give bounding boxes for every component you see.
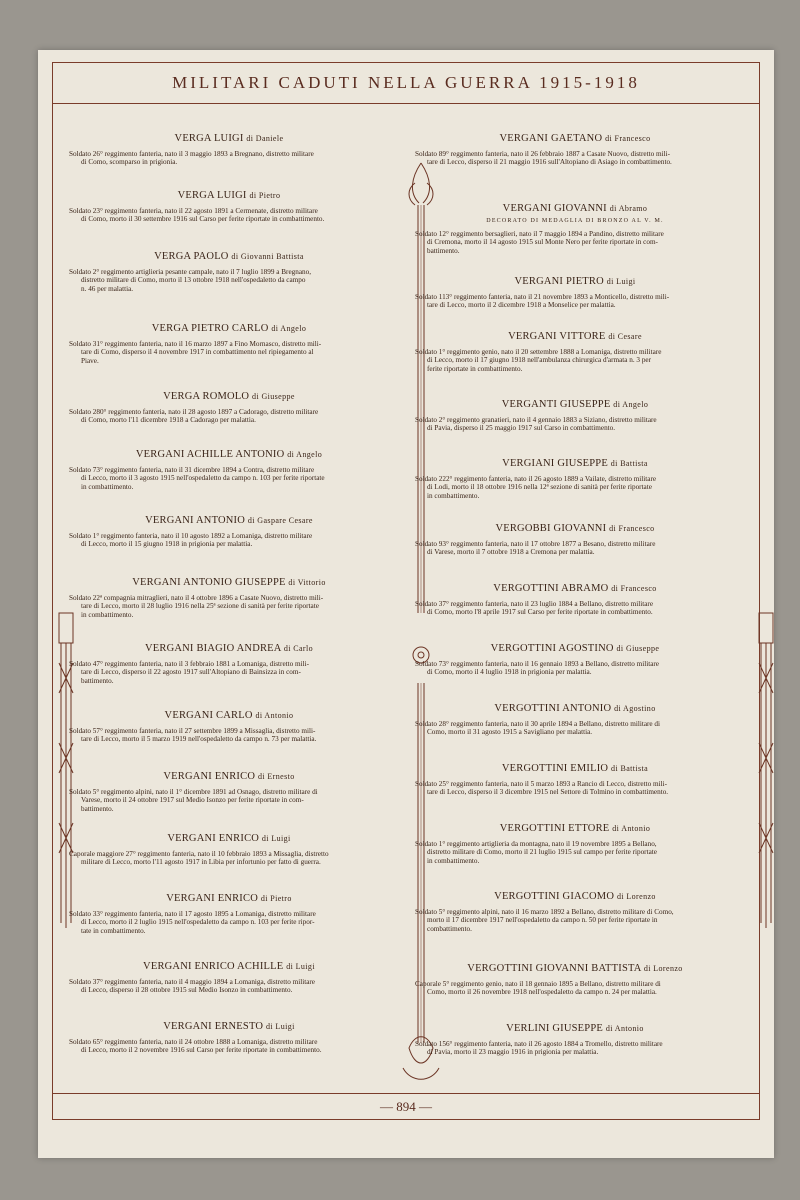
entry-line: in combattimento. xyxy=(81,610,134,619)
footer-divider xyxy=(53,1093,759,1094)
entry-name: VERGOTTINI ANTONIO xyxy=(494,703,612,714)
entry xyxy=(69,391,389,425)
entry-patronymic: di Angelo xyxy=(287,450,323,459)
entry-line: Soldato 2° reggimento granatieri, nato il 4 gennaio 1883 a Siziano, distretto militare xyxy=(415,416,657,424)
entry-line: Caporale maggiore 27° reggimento fanteria, nato il 10 febbraio 1893 a Missaglia, distretto xyxy=(69,850,329,858)
entry-name: VERGANI ENRICO ACHILLE xyxy=(143,961,284,972)
entry-name: VERGANI ERNESTO xyxy=(163,1021,264,1032)
entry-line: di Como, morto l'8 aprile 1917 sul Carso per ferite riportate in combattimento. xyxy=(427,608,653,617)
entry-name: VERGANI ENRICO xyxy=(166,893,258,904)
entry-line: di Como, morto l'11 dicembre 1918 a Cadorago per malattia. xyxy=(81,416,256,425)
entry-line: di Lodi, morto il 18 ottobre 1916 nella 12ª sezione di sanità per ferite riportate xyxy=(427,483,652,492)
entry-name: VERGOTTINI AGOSTINO xyxy=(490,643,614,654)
entry-line: Soldato 37° reggimento fanteria, nato il 23 luglio 1884 a Bellano, distretto militare xyxy=(415,600,654,608)
entry-name: VERGANTI GIUSEPPE xyxy=(501,399,611,410)
entry-line: tare di Lecco, disperso il 22 agosto 1917 sull'Altopiano di Bainsizza in com- xyxy=(81,668,301,677)
entry-name: VERGOBBI GIOVANNI xyxy=(495,523,607,534)
entry-name: VERGANI ENRICO xyxy=(167,833,260,844)
entry-patronymic: di Giuseppe xyxy=(252,392,295,401)
entry xyxy=(69,515,389,549)
entry-patronymic: di Pietro xyxy=(260,894,292,903)
entry xyxy=(415,458,735,500)
entry-line: Soldato 22ª compagnia mitraglieri, nato il 4 ottobre 1896 a Casate Nuovo, distretto mili- xyxy=(69,594,324,602)
entry-line: in combattimento. xyxy=(81,482,134,491)
page-number: — 894 — xyxy=(380,1099,432,1114)
entry xyxy=(415,331,735,373)
entry-line: Caporale 5° reggimento genio, nato il 18 gennaio 1895 a Bellano, distretto militare di xyxy=(415,980,661,988)
entry-name: VERGIANI GIUSEPPE xyxy=(502,458,608,469)
entry-patronymic: di Carlo xyxy=(283,644,314,653)
entry-patronymic: di Ernesto xyxy=(257,772,295,781)
entry-patronymic: di Abramo xyxy=(609,204,648,213)
entry-patronymic: di Agostino xyxy=(614,704,656,713)
entry xyxy=(415,399,735,433)
entry xyxy=(69,133,389,167)
entry-line: Soldato 37° reggimento fanteria, nato il 4 maggio 1894 a Lomaniga, distretto militare xyxy=(69,978,315,986)
entry-name: VERGA LUIGI xyxy=(174,133,244,144)
entry-line: distretto militare di Como, morto il 21 luglio 1915 sul campo per ferite riportate xyxy=(427,848,657,857)
entry xyxy=(415,963,735,997)
entry xyxy=(415,823,735,865)
entry xyxy=(415,203,735,255)
entry xyxy=(69,251,389,293)
entry-line: Soldato 89° reggimento fanteria, nato il 26 febbraio 1887 a Casate Nuovo, distretto mili- xyxy=(415,150,670,158)
entry-line: di Lecco, morto il 3 agosto 1915 nell'ospedaletto da campo n. 103 per ferite riportate xyxy=(81,474,325,483)
entry xyxy=(69,893,389,935)
entry-patronymic: di Antonio xyxy=(605,1024,644,1033)
entry-line: Soldato 26° reggimento fanteria, nato il 3 maggio 1893 a Bregnano, distretto militare xyxy=(69,150,314,158)
entry-name: VERGA ROMOLO xyxy=(163,391,250,402)
entry-line: Soldato 23° reggimento fanteria, nato il 22 agosto 1891 a Cermenate, distretto militare xyxy=(69,207,318,215)
entry-decoration: DECORATO DI MEDAGLIA DI BRONZO AL V. M. xyxy=(486,218,664,224)
entry-line: battimento. xyxy=(427,246,460,255)
entry-line: di Lecco, morto il 15 giugno 1918 in prigionia per malattia. xyxy=(81,540,253,549)
entry-line: tare di Lecco, morto il 2 dicembre 1918 a Monselice per malattia. xyxy=(427,301,616,310)
entry-line: n. 46 per malattia. xyxy=(81,284,134,293)
entry-name: VERGANI ENRICO xyxy=(163,771,256,782)
entry-name: VERGANI GAETANO xyxy=(499,133,603,144)
entry-name: VERGANI ACHILLE ANTONIO xyxy=(135,449,285,460)
entry-patronymic: di Luigi xyxy=(606,277,636,286)
entry-line: tare di Lecco, disperso il 21 maggio 1916 sull'Altopiano di Asiago in combattimento. xyxy=(427,158,672,167)
entry-line: combattimento. xyxy=(427,924,472,933)
entry-line: di Lecco, disperso il 28 ottobre 1915 sul Medio Isonzo in combattimento. xyxy=(81,986,293,995)
page-sheet xyxy=(38,50,774,1158)
entry-line: Soldato 1° reggimento fanteria, nato il 10 agosto 1892 a Lomaniga, distretto militare xyxy=(69,532,313,540)
entry-line: Soldato 93° reggimento fanteria, nato il 17 ottobre 1877 a Besano, distretto militare xyxy=(415,540,656,548)
entry-line: in combattimento. xyxy=(427,856,480,865)
entry-patronymic: di Luigi xyxy=(261,834,291,843)
title-divider xyxy=(53,103,759,104)
entry xyxy=(69,710,389,744)
entry-name: VERGANI CARLO xyxy=(164,710,253,721)
entry-line: di Lecco, morto il 2 luglio 1915 nell'ospedaletto da campo n. 103 per ferite ripor- xyxy=(81,918,315,927)
entry xyxy=(415,891,735,933)
page-frame xyxy=(52,62,760,1120)
entry-line: di Pavia, disperso il 25 maggio 1917 sul Carso in combattimento. xyxy=(427,424,616,433)
entry-patronymic: di Cesare xyxy=(608,332,642,341)
entry-line: tare di Lecco, morto il 28 luglio 1916 nella 25ª sezione di sanità per ferite riportate xyxy=(81,602,319,611)
entry-patronymic: di Battista xyxy=(610,459,648,468)
entry-line: Soldato 1° reggimento artiglieria da montagna, nato il 19 novembre 1895 a Bellano, xyxy=(415,840,657,848)
entry-line: tare di Como, disperso il 4 novembre 1917 in combattimento nel ripiegamento al xyxy=(81,348,314,357)
entry-line: Soldato 5° reggimento alpini, nato il 1° dicembre 1891 ad Osnago, distretto militare di xyxy=(69,788,318,796)
entry-line: Soldato 113° reggimento fanteria, nato il 21 novembre 1893 a Monticello, distretto mili- xyxy=(415,293,670,301)
entry-line: Soldato 33° reggimento fanteria, nato il 17 agosto 1895 a Lomaniga, distretto militare xyxy=(69,910,316,918)
entry-name: VERGA LUIGI xyxy=(177,190,247,201)
entry-line: Soldato 12° reggimento bersaglieri, nato il 7 maggio 1894 a Pandino, distretto militare xyxy=(415,230,664,238)
entry xyxy=(69,771,389,813)
entry-name: VERGOTTINI GIACOMO xyxy=(494,891,615,902)
entry-line: Soldato 222° reggimento fanteria, nato il 26 agosto 1889 a Vailate, distretto militare xyxy=(415,475,657,483)
entry-line: Soldato 280° reggimento fanteria, nato il 28 agosto 1897 a Cadorago, distretto militare xyxy=(69,408,319,416)
entry-patronymic: di Vittorio xyxy=(288,578,326,587)
entry-patronymic: di Antonio xyxy=(612,824,651,833)
entry-line: di Lecco, morto il 17 giugno 1918 nell'ambulanza chirurgica d'armata n. 3 per xyxy=(427,356,652,365)
entry-patronymic: di Battista xyxy=(611,764,649,773)
entry-patronymic: di Francesco xyxy=(605,134,651,143)
entry xyxy=(69,190,389,224)
entry-line: Varese, morto il 24 ottobre 1917 sul Medio Isonzo per ferite riportate in com- xyxy=(81,796,304,805)
entry-line: Como, morto il 26 novembre 1918 nell'ospedaletto da campo n. 24 per malattia. xyxy=(427,988,657,997)
entry-name: VERLINI GIUSEPPE xyxy=(506,1023,603,1034)
entry-line: Piave. xyxy=(81,356,99,365)
right-fasces-ornament xyxy=(755,603,777,933)
entry-patronymic: di Lorenzo xyxy=(616,892,656,901)
entry-line: Soldato 31° reggimento fanteria, nato il 16 marzo 1897 a Fino Mornasco, distretto mili- xyxy=(69,340,322,348)
entry-patronymic: di Angelo xyxy=(271,324,307,333)
entry-line: battimento. xyxy=(81,676,114,685)
entry-name: VERGOTTINI GIOVANNI BATTISTA xyxy=(467,963,641,974)
entry-line: di Varese, morto il 7 ottobre 1918 a Cremona per malattia. xyxy=(427,548,595,557)
entry-line: Soldato 28° reggimento fanteria, nato il 30 aprile 1894 a Bellano, distretto militare di xyxy=(415,720,660,728)
entry xyxy=(69,643,389,685)
entry-line: morto il 17 dicembre 1917 nell'ospedaletto da campo n. 50 per ferite riportate in xyxy=(427,916,658,925)
entry xyxy=(415,523,735,557)
entry-line: di Como, morto il 30 settembre 1916 sul Carso per ferite riportate in combattimento. xyxy=(81,215,325,224)
entry-patronymic: di Daniele xyxy=(246,134,284,143)
entry-line: Soldato 57° reggimento fanteria, nato il 27 settembre 1899 a Missaglia, distretto mili- xyxy=(69,727,316,735)
entry xyxy=(69,961,389,995)
entry-line: tate in combattimento. xyxy=(81,926,146,935)
entry-name: VERGOTTINI ETTORE xyxy=(499,823,610,834)
entry xyxy=(69,577,389,619)
entry-line: militare di Lecco, morto l'11 agosto 1917 in Libia per infortunio per fatto di guerra. xyxy=(81,858,321,867)
entry-line: Soldato 47° reggimento fanteria, nato il 3 febbraio 1881 a Lomaniga, distretto mili- xyxy=(69,660,310,668)
entry xyxy=(69,449,389,491)
entry-name: VERGANI BIAGIO ANDREA xyxy=(144,643,281,654)
entry-line: Soldato 156° reggimento fanteria, nato il 26 agosto 1884 a Tromello, distretto militare xyxy=(415,1040,663,1048)
entry-line: distretto militare di Como, morto il 13 ottobre 1918 nell'ospedaletto da campo xyxy=(81,276,306,285)
entry-line: Soldato 25° reggimento fanteria, nato il 5 marzo 1893 a Rancio di Lecco, distretto mili- xyxy=(415,780,667,788)
entry xyxy=(69,833,389,867)
entry-patronymic: di Angelo xyxy=(613,400,649,409)
entry-patronymic: di Gaspare Cesare xyxy=(247,516,313,525)
entry-line: Soldato 73° reggimento fanteria, nato il 16 gennaio 1893 a Bellano, distretto militare xyxy=(415,660,659,668)
entry-name: VERGANI GIOVANNI xyxy=(502,203,607,214)
entry-patronymic: di Pietro xyxy=(249,191,281,200)
entry-line: di Como, scomparso in prigionia. xyxy=(81,158,178,167)
entry-line: ferite riportate in combattimento. xyxy=(427,364,523,373)
entry-patronymic: di Luigi xyxy=(266,1022,295,1031)
entry-name: VERGA PAOLO xyxy=(154,251,229,262)
entry xyxy=(415,583,735,617)
entry xyxy=(415,763,735,797)
entry-patronymic: di Luigi xyxy=(286,962,315,971)
entry-line: di Cremona, morto il 14 agosto 1915 sul Monte Nero per ferite riportate in com- xyxy=(427,238,658,247)
entry-name: VERGANI PIETRO xyxy=(514,276,604,287)
entry-patronymic: di Francesco xyxy=(611,584,657,593)
entry-name: VERGOTTINI EMILIO xyxy=(501,763,609,774)
entry-line: di Lecco, morto il 2 novembre 1916 sul Carso per ferite riportate in combattimento. xyxy=(81,1046,322,1055)
entry-patronymic: di Antonio xyxy=(255,711,294,720)
page-title: MILITARI CADUTI NELLA GUERRA 1915-1918 xyxy=(172,73,640,92)
entry-line: Soldato 73° reggimento fanteria, nato il 31 dicembre 1894 a Contra, distretto militare xyxy=(69,466,315,474)
entry-line: Como, morto il 31 agosto 1915 a Savigliano per malattia. xyxy=(427,728,593,737)
entry-name: VERGANI VITTORE xyxy=(508,331,606,342)
entry-patronymic: di Francesco xyxy=(609,524,655,533)
entry-line: Soldato 5° reggimento alpini, nato il 16 marzo 1892 a Bellano, distretto militare di Como, xyxy=(415,908,674,916)
entry xyxy=(415,703,735,737)
entry-name: VERGA PIETRO CARLO xyxy=(151,323,269,334)
entry-patronymic: di Giuseppe xyxy=(616,644,660,653)
entry-name: VERGANI ANTONIO xyxy=(145,515,246,526)
entry-line: tare di Lecco, morto il 5 marzo 1919 nell'ospedaletto da campo n. 73 per malattia. xyxy=(81,735,317,744)
entry-line: in combattimento. xyxy=(427,491,480,500)
entry-line: Soldato 1° reggimento genio, nato il 20 settembre 1888 a Lomaniga, distretto militare xyxy=(415,348,662,356)
entry-line: di Pavia, morto il 23 maggio 1916 in prigionia per malattia. xyxy=(427,1048,599,1057)
entry xyxy=(415,276,735,310)
entry xyxy=(415,1023,735,1057)
entry-line: Soldato 2° reggimento artiglieria pesante campale, nato il 7 luglio 1899 a Bregnano, xyxy=(69,268,311,276)
entry-name: VERGOTTINI ABRAMO xyxy=(493,583,609,594)
entry-name: VERGANI ANTONIO GIUSEPPE xyxy=(132,577,286,588)
entry-line: di Como, morto il 4 luglio 1918 in prigionia per malattia. xyxy=(427,668,592,677)
entry xyxy=(415,643,735,677)
entry-patronymic: di Giovanni Battista xyxy=(231,252,304,261)
entry-line: tare di Lecco, disperso il 3 dicembre 1915 nel Settore di Tolmino in combattimento. xyxy=(427,788,669,797)
entry xyxy=(69,1021,389,1055)
entry-line: Soldato 65° reggimento fanteria, nato il 24 ottobre 1888 a Lomaniga, distretto militare xyxy=(69,1038,318,1046)
entry-line: battimento. xyxy=(81,804,114,813)
entry xyxy=(415,133,735,167)
entry xyxy=(69,323,389,365)
entry-patronymic: di Lorenzo xyxy=(643,964,683,973)
